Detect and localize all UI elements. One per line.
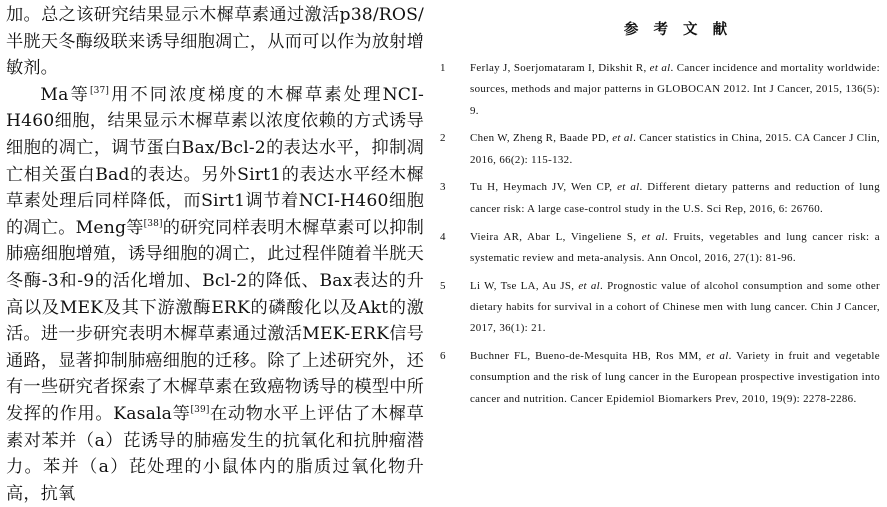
reference-et-al: et al <box>641 230 665 243</box>
reference-et-al: et al <box>649 62 671 74</box>
reference-details: . Cancer statistics in China, 2015. CA Cancer J Clin, 2016, 66(2): 115-132. <box>470 132 880 166</box>
reference-item <box>440 128 880 171</box>
reference-et-al: et al <box>706 350 729 363</box>
reference-number: 2 <box>440 132 446 145</box>
reference-et-al: et al <box>612 132 634 145</box>
reference-details: . Cancer incidence and mortality worldwide: sources, methods and major patterns in GLOBOCAN 2012. Int J Cancer, 2015, 136(5): 9. <box>470 62 880 117</box>
reference-et-al: et al <box>617 181 640 194</box>
reference-item <box>440 58 880 122</box>
reference-item <box>440 276 880 340</box>
reference-number: 1 <box>440 62 446 74</box>
references-column <box>440 2 880 416</box>
reference-authors: Ferlay J, Soerjomataram I, Dikshit R, <box>470 62 650 74</box>
paragraph-1: 加。总之该研究结果显示木樨草素通过激活p38/ROS/半胱天冬酶级联来诱导细胞凋亡，从而可以作为放射增敏剂。 <box>6 5 424 79</box>
citation-38[interactable]: [38] <box>143 218 163 229</box>
reference-details: . Prognostic value of alcohol consumption and some other dietary habits for survival in a cohort of Chinese men with lung cancer. Chin J Cancer, 2017, 36(1): 21. <box>470 279 880 335</box>
reference-authors: Chen W, Zheng R, Baade PD, <box>470 132 613 145</box>
reference-details: . Fruits, vegetables and lung cancer risk: a systematic review and meta-analysis. Ann Oncol, 2016, 27(1): 81-96. <box>470 230 880 264</box>
reference-item <box>440 346 880 410</box>
citation-39[interactable]: [39] <box>190 404 210 415</box>
reference-authors: Buchner FL, Bueno-de-Mesquita HB, Ros MM, <box>470 350 707 363</box>
reference-details: . Variety in fruit and vegetable consumption and the risk of lung cancer in the European prospective investigation into cancer and nutrition. Cancer Epidemiol Biomarkers Prev, 2010, 19(9): 2278-2286. <box>470 350 880 405</box>
reference-item <box>440 227 880 270</box>
paragraph-2-text-c: 的研究同样表明木樨草素可以抑制肺癌细胞增殖，诱导细胞的凋亡，此过程伴随着半胱天冬酶-3和-9的活化增加、Bcl-2的降低、Bax表达的升高以及MEK及其下游激酶ERK的磷酸化以及Akt的激活。进一步研究表明木樨草素通过激活MEK-ERK信号通路，显著抑制肺癌细胞的迁移。除了上述研究外，还有一些研究者探索了木樨草素在致癌物诱导的模型中所发挥的作用。Kasala等 <box>6 217 424 424</box>
reference-number: 3 <box>440 181 446 194</box>
reference-et-al: et al <box>578 279 601 292</box>
reference-number: 4 <box>440 230 446 243</box>
reference-number: 5 <box>440 279 446 292</box>
references-heading: 参 考 文 献 <box>623 22 733 38</box>
paragraph-2 <box>6 82 424 507</box>
citation-37[interactable]: [37] <box>89 85 110 96</box>
reference-details: . Different dietary patterns and reduction of lung cancer risk: A large case-control study in the U.S. Sci Rep, 2016, 6: 26760. <box>470 181 880 215</box>
reference-authors: Vieira AR, Abar L, Vingeliene S, <box>470 230 642 243</box>
reference-authors: Tu H, Heymach JV, Wen CP, <box>470 181 618 194</box>
reference-number: 6 <box>440 350 446 363</box>
reference-item <box>440 177 880 220</box>
paragraph-2-text-a: Ma等 <box>40 84 90 105</box>
paragraph-2-text-b: 用不同浓度梯度的木樨草素处理NCI-H460细胞，结果显示木樨草素以浓度依赖的方式诱导细胞的凋亡，调节蛋白Bax/Bcl-2的表达水平，抑制凋亡相关蛋白Bad的表达。另外Sirt1的表达水平经木樨草素处理后同样降低，而Sirt1调节着NCI-H460细胞的凋亡。Meng等 <box>6 84 424 238</box>
reference-authors: Li W, Tse LA, Au JS, <box>470 279 579 292</box>
paragraph-2-text-d: 在动物水平上评估了木樨草素对苯并（a）芘诱导的肺癌发生的抗氧化和抗肿瘤潜力。苯并（a）芘处理的小鼠体内的脂质过氧化物升高，抗氧 <box>6 403 424 504</box>
reference-list <box>440 58 880 410</box>
body-text-column <box>6 2 424 507</box>
